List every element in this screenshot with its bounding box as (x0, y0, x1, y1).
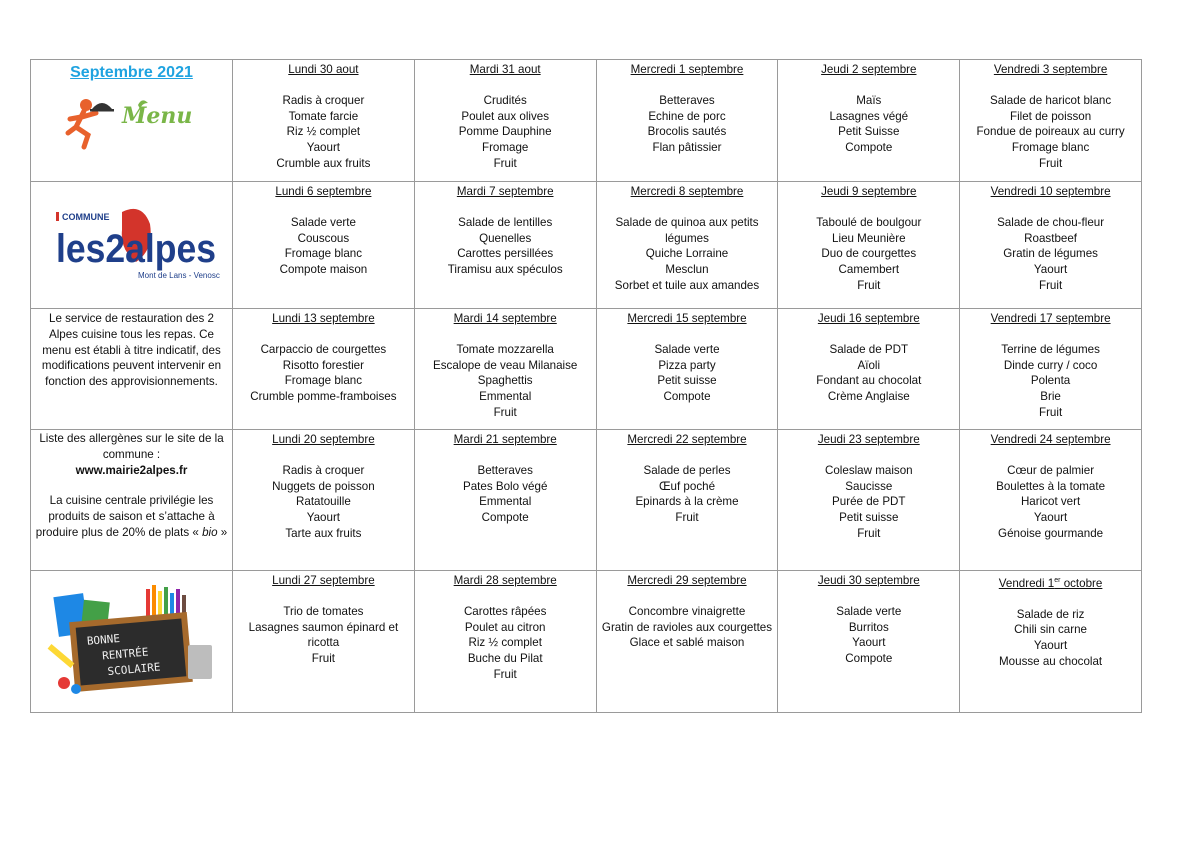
week-row-5 (31, 571, 1142, 713)
day-heading: Mardi 21 septembre (453, 433, 557, 446)
dish-item: Crudités (483, 93, 527, 107)
commune-subtitle: Mont de Lans - Venosc (137, 271, 220, 280)
dish-item: Compote (845, 141, 893, 155)
dish-item: Compote (845, 652, 893, 666)
dish-item: Fruit (1038, 405, 1063, 419)
dish-item: Compote maison (279, 263, 368, 277)
dish-item: Pates Bolo végé (462, 479, 548, 493)
day-cell (233, 571, 415, 713)
dish-item: Lasagnes végé (829, 109, 909, 123)
dish-item: Radis à croquer (282, 463, 365, 477)
dish-item: Crème Anglaise (827, 390, 910, 404)
dish-item: Filet de poisson (1009, 109, 1092, 123)
dish-item: Salade de chou-fleur (997, 215, 1105, 229)
dish-item: Petit suisse (657, 374, 717, 388)
dish-item: Brocolis sautés (647, 125, 727, 139)
dish-item: Epinards à la crème (635, 495, 739, 509)
dish-item: Fruit (1038, 278, 1063, 292)
dish-item: Roastbeef (1024, 231, 1078, 245)
day-heading: Lundi 30 aout (288, 63, 359, 76)
day-heading: Mardi 31 aout (469, 63, 541, 76)
dish-item: Cœur de palmier (1007, 463, 1095, 477)
day-cell (960, 182, 1142, 309)
day-heading: Lundi 13 septembre (272, 312, 375, 325)
day-heading: Vendredi 3 septembre (993, 63, 1108, 76)
dish-item: Salade verte (836, 604, 902, 618)
day-cell (596, 430, 778, 571)
service-note-cell (31, 309, 233, 430)
dish-item: Compote (481, 511, 529, 525)
day-heading: Mardi 28 septembre (453, 574, 557, 587)
day-heading: Vendredi 24 septembre (990, 433, 1111, 446)
dish-item: Carpaccio de courgettes (260, 342, 387, 356)
allergen-note-cell (31, 430, 233, 571)
dish-item: Terrine de légumes (1001, 342, 1100, 356)
dish-item: Petit Suisse (838, 125, 900, 139)
dish-item: Sorbet et tuile aux amandes (614, 278, 760, 292)
dish-item: Lasagnes saumon épinard et ricotta (248, 620, 399, 650)
day-heading: Mercredi 1 septembre (630, 63, 744, 76)
dish-item: Fruit (857, 526, 881, 540)
dish-item: Mesclun (665, 263, 709, 277)
dish-item: Salade de perles (643, 463, 731, 477)
dish-item: Brie (1040, 390, 1061, 404)
day-heading: Jeudi 2 septembre (821, 63, 917, 76)
dish-item: Chili sin carne (1014, 623, 1087, 637)
dish-item: Yaourt (1033, 511, 1068, 525)
day-heading: Jeudi 23 septembre (817, 433, 920, 446)
chalkboard-icon (69, 612, 193, 692)
day-cell (233, 430, 415, 571)
dish-item: Fruit (493, 405, 517, 419)
menu-logo-text: Menu (121, 102, 192, 129)
day-cell (414, 430, 596, 571)
day-cell (596, 571, 778, 713)
dish-item: Œuf poché (658, 479, 716, 493)
day-cell (233, 309, 415, 430)
dish-item: Yaourt (1033, 639, 1068, 653)
day-cell (778, 430, 960, 571)
dish-item: Nuggets de poisson (272, 479, 375, 493)
dish-item: Fruit (1038, 156, 1063, 170)
dish-item: Yaourt (306, 141, 341, 155)
day-heading: Vendredi 1er octobre (998, 576, 1103, 590)
dish-item: Dinde curry / coco (1003, 358, 1098, 372)
commune-name: les2alpes (55, 227, 216, 271)
dish-item: Fromage blanc (1011, 141, 1090, 155)
dish-item: Petit suisse (839, 511, 899, 525)
dish-item: Emmental (479, 495, 532, 509)
dish-item: Tiramisu aux spéculos (447, 263, 563, 277)
day-cell (960, 309, 1142, 430)
title-cell (31, 60, 233, 182)
dish-item: Boulettes à la tomate (996, 479, 1106, 493)
menu-table (30, 59, 1142, 713)
dish-item: Salade de haricot blanc (989, 93, 1112, 107)
day-heading: Vendredi 10 septembre (990, 185, 1111, 198)
dish-item: Poulet au citron (464, 620, 546, 634)
back-to-school-illustration (42, 583, 222, 703)
day-heading: Mercredi 22 septembre (627, 433, 747, 446)
dish-item: Polenta (1030, 374, 1071, 388)
dish-item: Radis à croquer (282, 93, 365, 107)
day-heading: Lundi 6 septembre (275, 185, 372, 198)
day-cell (414, 571, 596, 713)
day-cell (960, 430, 1142, 571)
day-cell (233, 182, 415, 309)
dish-item: Saucisse (845, 479, 893, 493)
day-heading: Jeudi 9 septembre (821, 185, 917, 198)
dish-item: Aïoli (857, 358, 881, 372)
day-cell (414, 182, 596, 309)
calculator-icon (188, 645, 212, 679)
paint-icon (58, 677, 70, 689)
dish-item: Salade verte (654, 342, 720, 356)
dish-item: Gratin de ravioles aux courgettes (601, 620, 773, 634)
local-note: La cuisine centrale privilégie les produits de saison et s’attache à produire plus de 20% de plats « bio » (35, 494, 228, 539)
day-heading: Mercredi 8 septembre (630, 185, 744, 198)
allergen-note: Liste des allergènes sur le site de la commune : (39, 432, 224, 461)
dish-item: Flan pâtissier (652, 141, 722, 155)
dish-item: Yaourt (1033, 263, 1068, 277)
dish-item: Fromage blanc (284, 247, 363, 261)
running-waiter-icon (68, 99, 114, 147)
day-cell (778, 571, 960, 713)
dish-item: Salade de PDT (829, 342, 909, 356)
dish-item: Echine de porc (648, 109, 726, 123)
service-note: Le service de restauration des 2 Alpes cuisine tous les repas. Ce menu est établi à titre indicatif, des modifications peuvent intervenir en fonction des approvisionnements. (41, 312, 222, 389)
day-heading: Lundi 20 septembre (272, 433, 375, 446)
commune-logo (42, 190, 222, 300)
dish-item: Glace et sablé maison (629, 636, 745, 650)
dish-item: Compote (663, 390, 711, 404)
day-heading: Jeudi 16 septembre (817, 312, 920, 325)
dish-item: Emmental (479, 390, 532, 404)
day-heading: Jeudi 30 septembre (817, 574, 920, 587)
ruler-icon (47, 644, 74, 668)
dish-item: Haricot vert (1020, 495, 1081, 509)
week-row-3 (31, 309, 1142, 430)
day-heading: Vendredi 17 septembre (990, 312, 1111, 325)
dish-item: Fromage blanc (284, 374, 363, 388)
dish-item: Camembert (838, 263, 900, 277)
page-title: Septembre 2021 (70, 64, 193, 81)
dish-item: Taboulé de boulgour (816, 215, 922, 229)
slate-line-3: SCOLAIRE (106, 660, 161, 679)
dish-item: Carottes râpées (463, 604, 547, 618)
day-cell (596, 309, 778, 430)
dish-item: Riz ½ complet (468, 636, 542, 650)
week-row-2 (31, 182, 1142, 309)
dish-item: Tomate farcie (288, 109, 359, 123)
dish-item: Salade de quinoa aux petits légumes (615, 215, 759, 245)
dish-item: Pomme Dauphine (458, 125, 552, 139)
dish-item: Génoise gourmande (998, 526, 1104, 540)
dish-item: Salade verte (290, 215, 356, 229)
dish-item: Escalope de veau Milanaise (433, 358, 578, 372)
day-cell (960, 571, 1142, 713)
day-heading: Mardi 14 septembre (453, 312, 557, 325)
commune-logo-cell (31, 182, 233, 309)
dish-item: Duo de courgettes (821, 247, 917, 261)
day-cell (778, 182, 960, 309)
dish-item: Tarte aux fruits (285, 526, 362, 540)
dish-item: Fruit (493, 667, 517, 681)
dish-item: Buche du Pilat (467, 652, 543, 666)
dish-item: Fruit (311, 652, 335, 666)
dish-item: Tomate mozzarella (456, 342, 554, 356)
day-heading: Mardi 7 septembre (456, 185, 554, 198)
dish-item: Gratin de légumes (1003, 247, 1098, 261)
dish-item: Fondue de poireaux au curry (976, 125, 1125, 139)
dish-item: Fondant au chocolat (816, 374, 922, 388)
day-heading: Lundi 27 septembre (272, 574, 375, 587)
day-cell (414, 60, 596, 182)
dish-item: Pizza party (658, 358, 716, 372)
day-cell (960, 60, 1142, 182)
dish-item: Betteraves (477, 463, 533, 477)
dish-item: Risotto forestier (282, 358, 364, 372)
dish-item: Fromage (481, 141, 529, 155)
dish-item: Couscous (297, 231, 350, 245)
dish-item: Maïs (856, 93, 882, 107)
menu-logo (62, 89, 202, 151)
dish-item: Yaourt (852, 636, 886, 650)
dish-item: Carottes persillées (457, 247, 554, 261)
dish-item: Fruit (675, 511, 699, 525)
dish-item: Crumble aux fruits (276, 156, 371, 170)
week-row-1 (31, 60, 1142, 182)
day-cell (233, 60, 415, 182)
slate-line-1: BONNE (85, 631, 120, 648)
day-cell (414, 309, 596, 430)
day-cell (596, 60, 778, 182)
dish-item: Burritos (848, 620, 889, 634)
dish-item: Ratatouille (296, 495, 351, 509)
commune-label: COMMUNE (61, 212, 109, 222)
dish-item: Fruit (493, 156, 517, 170)
dish-item: Salade de riz (1016, 607, 1085, 621)
dish-item: Betteraves (659, 93, 715, 107)
day-heading: Mercredi 15 septembre (627, 312, 747, 325)
dish-item: Concombre vinaigrette (628, 604, 746, 618)
dish-item: Spaghettis (477, 374, 533, 388)
day-cell (596, 182, 778, 309)
dish-item: Purée de PDT (832, 495, 906, 509)
dish-item: Yaourt (306, 511, 341, 525)
week-row-4 (31, 430, 1142, 571)
day-heading: Mercredi 29 septembre (627, 574, 747, 587)
dish-item: Poulet aux olives (461, 109, 550, 123)
dish-item: Mousse au chocolat (999, 655, 1103, 669)
website-link[interactable]: www.mairie2alpes.fr (75, 463, 188, 477)
dish-item: Lieu Meunière (832, 231, 906, 245)
slate-line-2: RENTRÉE (101, 645, 149, 663)
rentree-image-cell (31, 571, 233, 713)
dish-item: Crumble pomme-framboises (250, 390, 397, 404)
dish-item: Riz ½ complet (286, 125, 361, 139)
dish-item: Quiche Lorraine (645, 247, 729, 261)
day-cell (778, 60, 960, 182)
dish-item: Coleslaw maison (824, 463, 913, 477)
day-cell (778, 309, 960, 430)
dish-item: Quenelles (479, 231, 532, 245)
dish-item: Salade de lentilles (458, 215, 553, 229)
dish-item: Fruit (857, 278, 881, 292)
dish-item: Trio de tomates (283, 604, 364, 618)
